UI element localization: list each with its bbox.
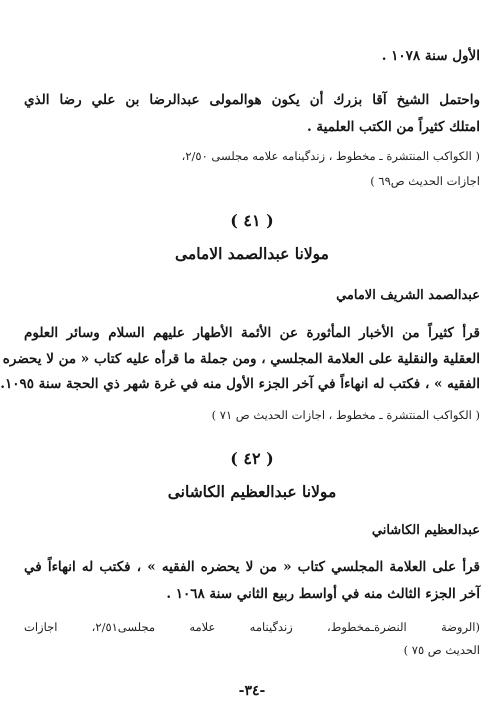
entry-41-title: مولانا عبدالصمد الامامى <box>174 244 329 263</box>
entry-42-reference-line-1: (الروضة النضرةـمخطوط، زندگينامه علامه مجلسى٢/٥١، اجازات <box>24 620 480 634</box>
page-number: -٣٤- <box>238 683 266 699</box>
intro-line-3: امتلك كثيراً من الكتب العلمية . <box>307 119 480 135</box>
entry-42-number: ( ٤٢ ) <box>230 449 274 468</box>
entry-41-subtitle: عبدالصمد الشريف الامامي <box>336 288 480 303</box>
intro-line-2: واحتمل الشيخ آقا بزرك أن يكون هوالمولى عبدالرضا بن علي رضا الذي <box>24 92 480 108</box>
entry-41-line-3: الفقيه » ، فكتب له انهاءاً في آخر الجزء الأول منه في غرة شهر ذي الحجة سنة ١٠٩٥. <box>0 376 480 392</box>
intro-reference-line-2: اجازات الحديث ص٦٩ ) <box>370 174 480 188</box>
entry-41-line-2: العقلية والنقلية على العلامة المجلسي ، ومن جملة ما قرأه عليه كتاب « من لا يحضره <box>2 351 480 367</box>
entry-41-reference: ( الكواكب المنتشرة ـ مخطوط ، اجازات الحديث ص ٧١ ) <box>211 408 480 422</box>
intro-line-1: الأول سنة ١٠٧٨ . <box>381 48 480 64</box>
intro-reference-line-1: ( الكواكب المنتشرة ـ مخطوط ، زندگينامه علامه مجلسى ٢/٥٠، <box>181 149 480 163</box>
entry-42-line-2: آخر الجزء الثالث منه في أواسط ربيع الثاني سنة ١٠٦٨ . <box>166 586 480 602</box>
entry-42-reference-line-2: الحديث ص ٧٥ ) <box>403 643 480 657</box>
entry-41-line-1: قرأ كثيراً من الأخبار المأثورة عن الأئمة الأطهار عليهم السلام وسائر العلوم <box>24 325 480 341</box>
entry-42-title: مولانا عبدالعظيم الكاشانى <box>167 482 337 501</box>
entry-41-number: ( ٤١ ) <box>230 211 274 230</box>
entry-42-line-1: قرأ على العلامة المجلسي كتاب « من لا يحضره الفقيه » ، فكتب له انهاءاً في <box>24 559 480 575</box>
entry-42-subtitle: عبدالعظيم الكاشاني <box>371 523 480 538</box>
